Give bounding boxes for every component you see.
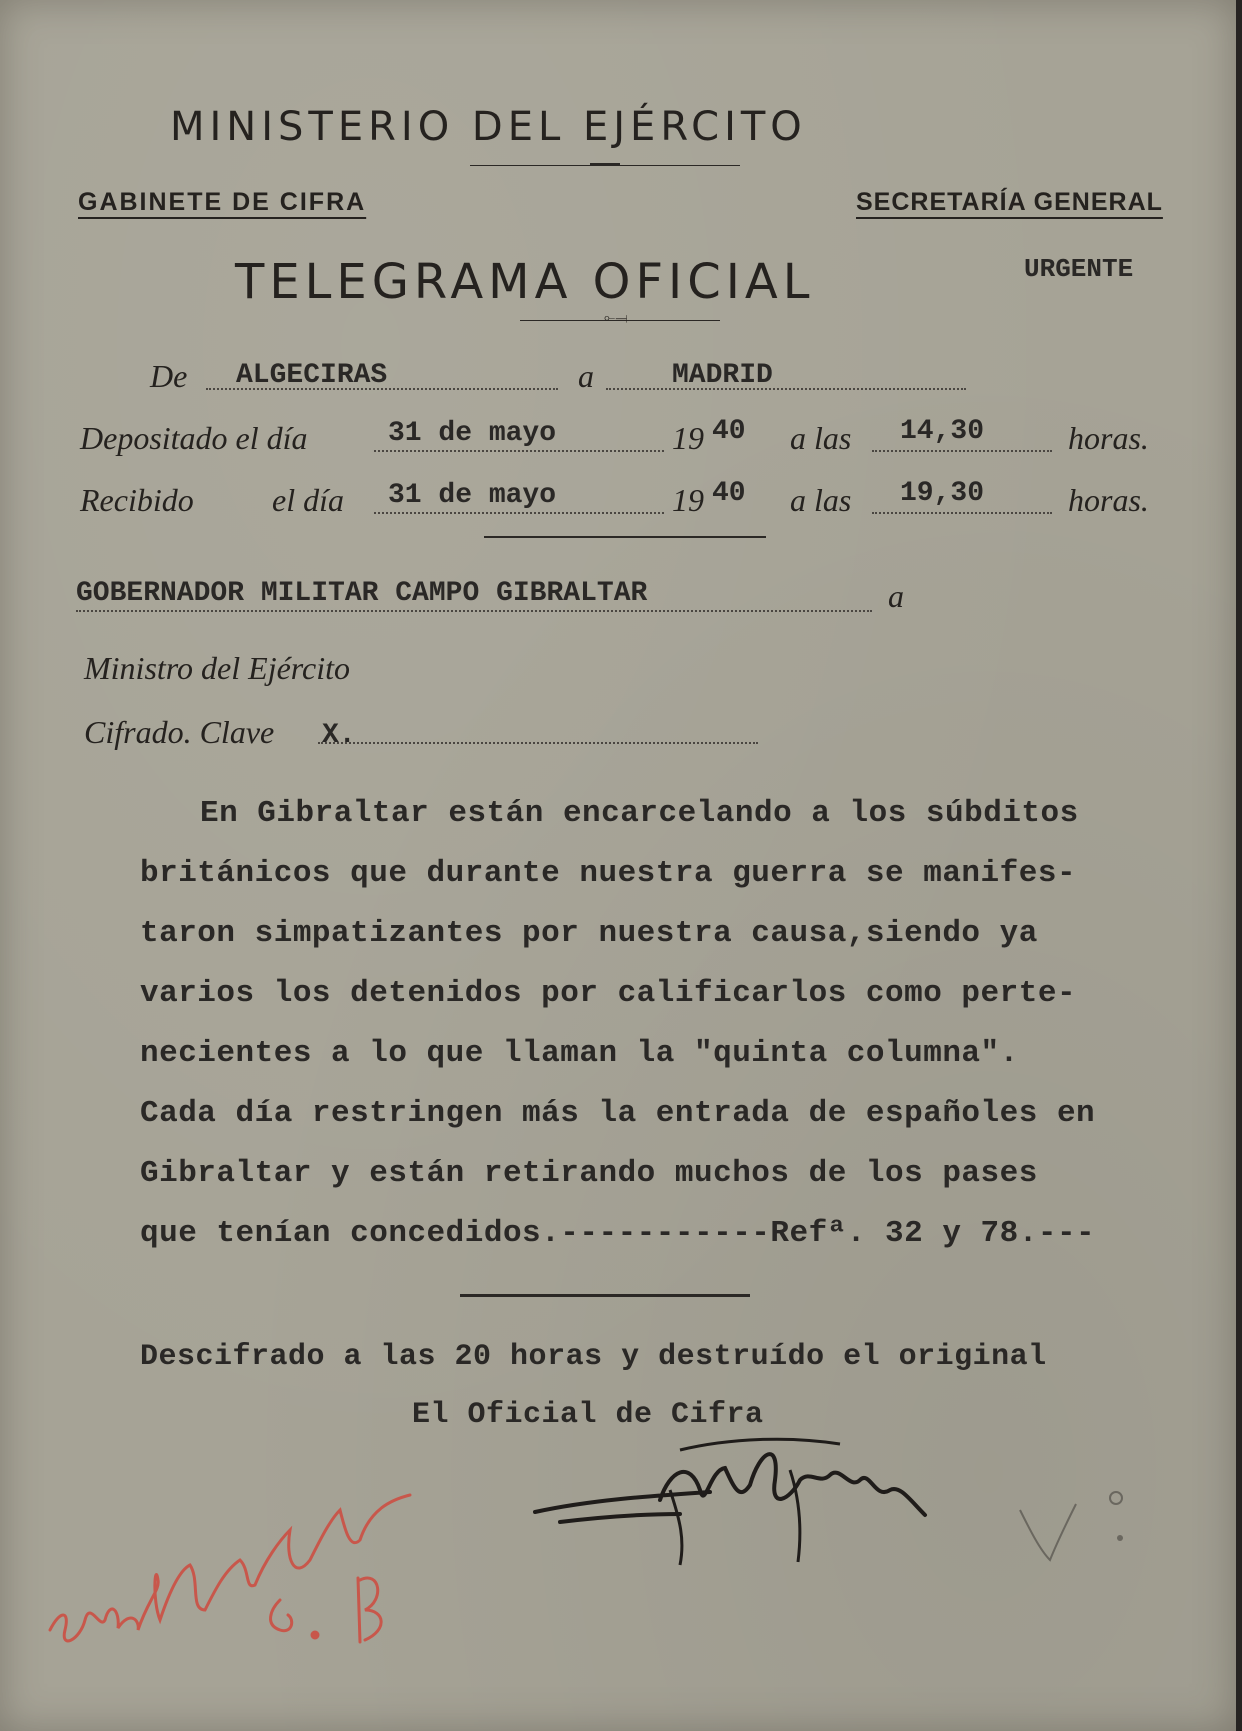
received-day: 31 de mayo bbox=[388, 480, 557, 511]
message-line: En Gibraltar están encarcelando a los súbditos bbox=[200, 796, 1079, 831]
to-dots bbox=[606, 388, 966, 390]
received-at-label: a las bbox=[790, 482, 852, 518]
cipher-key: X. bbox=[322, 720, 356, 751]
sender: GOBERNADOR MILITAR CAMPO GIBRALTAR bbox=[76, 578, 648, 609]
received-time-dots bbox=[872, 512, 1052, 514]
sender-a: a bbox=[888, 578, 904, 614]
deposited-day: 31 de mayo bbox=[388, 418, 557, 449]
received-hours-label: horas. bbox=[1068, 482, 1149, 518]
recipient: Ministro del Ejército bbox=[84, 650, 351, 686]
sender-dots bbox=[76, 610, 872, 612]
message-line: Gibraltar y están retirando muchos de los pases bbox=[140, 1156, 1038, 1191]
received-el-dia: el día bbox=[272, 482, 344, 518]
deposited-hours-label: horas. bbox=[1068, 420, 1149, 456]
deposited-at-label: a las bbox=[790, 420, 852, 456]
message-line: que tenían concedidos.-----------Refª. 32 y 78.--- bbox=[140, 1216, 1096, 1251]
officer-signature bbox=[530, 1430, 950, 1570]
cipher-label: Cifrado. Clave bbox=[84, 714, 275, 750]
header-divider-mark bbox=[590, 163, 620, 166]
from-label: De bbox=[150, 358, 188, 394]
deposited-time: 14,30 bbox=[900, 416, 985, 447]
deposited-label: Depositado el día bbox=[80, 420, 308, 456]
received-time: 19,30 bbox=[900, 478, 985, 509]
priority-stamp: URGENTE bbox=[1024, 254, 1134, 284]
unit-right: SECRETARÍA GENERAL bbox=[856, 188, 1163, 216]
cipher-officer-title: El Oficial de Cifra bbox=[412, 1398, 764, 1432]
message-divider bbox=[460, 1294, 750, 1297]
deposited-day-dots bbox=[374, 450, 664, 452]
received-label: Recibido bbox=[80, 482, 194, 518]
from-value: ALGECIRAS bbox=[236, 360, 388, 391]
message-line: varios los detenidos por calificarlos como perte- bbox=[140, 976, 1077, 1011]
cipher-dots bbox=[318, 742, 758, 744]
to-label: a bbox=[578, 358, 594, 394]
unit-left: GABINETE DE CIFRA bbox=[78, 188, 367, 216]
message-line: taron simpatizantes por nuestra causa,siendo ya bbox=[140, 916, 1038, 951]
received-day-dots bbox=[374, 512, 664, 514]
deposited-time-dots bbox=[872, 450, 1052, 452]
red-pencil-note bbox=[40, 1470, 420, 1670]
to-value: MADRID bbox=[672, 360, 773, 391]
received-year-suffix: 40 bbox=[712, 478, 746, 509]
message-line: necientes a lo que llaman la "quinta columna". bbox=[140, 1036, 1019, 1071]
deposited-year-suffix: 40 bbox=[712, 416, 746, 447]
received-year-prefix: 19 bbox=[672, 482, 704, 518]
routing-divider bbox=[484, 536, 766, 538]
ministry-heading: MINISTERIO DEL EJÉRCITO bbox=[170, 104, 807, 150]
title-divider-ornament: ⟜⟞ bbox=[604, 311, 628, 326]
deciphered-note: Descifrado a las 20 horas y destruído el original bbox=[140, 1340, 1047, 1374]
pencil-mark bbox=[1010, 1480, 1140, 1570]
message-line: británicos que durante nuestra guerra se manifes- bbox=[140, 856, 1077, 891]
deposited-year-prefix: 19 bbox=[672, 420, 704, 456]
form-title: TELEGRAMA OFICIAL bbox=[235, 254, 815, 310]
message-line: Cada día restringen más la entrada de españoles en bbox=[140, 1096, 1096, 1131]
